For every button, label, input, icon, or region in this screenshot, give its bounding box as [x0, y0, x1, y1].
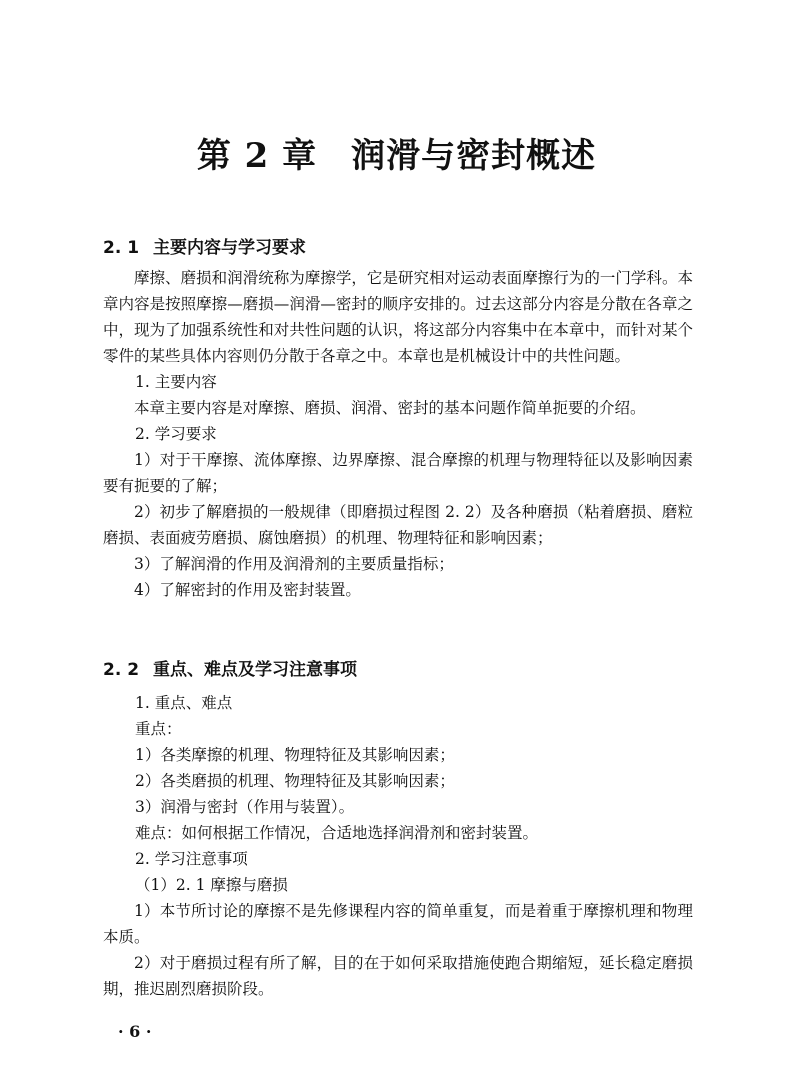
item-heading: 2. 学习注意事项 — [135, 850, 248, 868]
item-heading: 1. 重点、难点 — [135, 694, 233, 712]
requirement-item: 1）对于干摩擦、流体摩擦、边界摩擦、混合摩擦的机理与物理特征以及影响因素要有扼要的了解； — [103, 451, 693, 495]
section-heading-2-2 — [103, 655, 357, 680]
difficulty-text: 难点：如何根据工作情况，合适地选择润滑剂和密封装置。 — [135, 824, 539, 842]
key-item: 1）各类摩擦的机理、物理特征及其影响因素； — [135, 746, 455, 764]
requirement-item: 2）初步了解磨损的一般规律（即磨损过程图 2. 2）及各种磨损（粘着磨损、磨粒磨损、表面疲劳磨损、腐蚀磨损）的机理、物理特征和影响因素； — [103, 503, 693, 547]
key-label: 重点： — [135, 720, 182, 738]
intro-paragraph: 摩擦、磨损和润滑统称为摩擦学，它是研究相对运动表面摩擦行为的一门学科。本章内容是按照摩擦—磨损—润滑—密封的顺序安排的。过去这部分内容是分散在各章之中，现为了加强系统性和对共性问题的认识，将这部分内容集中在本章中，而针对某个零件的某些具体内容则仍分散于各章之中。本章也是机械设计中的共性问题。 — [103, 269, 693, 365]
requirement-item: 4）了解密封的作用及密封装置。 — [134, 581, 361, 599]
section-2-2-body — [103, 690, 693, 1002]
section-heading-2-1 — [103, 233, 306, 258]
sub-heading: （1）2. 1 摩擦与磨损 — [135, 876, 288, 894]
chapter-number: 第 2 章 — [196, 136, 318, 176]
note-item: 1）本节所讨论的摩擦不是先修课程内容的简单重复，而是着重于摩擦机理和物理本质。 — [103, 902, 693, 946]
section-2-1-body — [103, 265, 693, 603]
item-heading: 1. 主要内容 — [135, 373, 217, 391]
requirement-item: 3）了解润滑的作用及润滑剂的主要质量指标； — [134, 555, 454, 573]
section-title: 重点、难点及学习注意事项 — [153, 660, 357, 680]
chapter-name: 润滑与密封概述 — [351, 136, 597, 176]
key-item: 3）润滑与密封（作用与装置）。 — [135, 798, 355, 816]
item-heading: 2. 学习要求 — [135, 425, 217, 443]
section-number: 2. 2 — [103, 660, 140, 680]
key-item: 2）各类磨损的机理、物理特征及其影响因素； — [135, 772, 455, 790]
section-title: 主要内容与学习要求 — [153, 238, 306, 258]
page-number: · 6 · — [118, 1022, 152, 1041]
section-number: 2. 1 — [103, 238, 140, 258]
note-item: 2）对于磨损过程有所了解，目的在于如何采取措施使跑合期缩短，延长稳定磨损期，推迟剧烈磨损阶段。 — [103, 954, 693, 998]
main-content-text: 本章主要内容是对摩擦、磨损、润滑、密封的基本问题作简单扼要的介绍。 — [134, 399, 646, 417]
chapter-title — [0, 128, 793, 177]
